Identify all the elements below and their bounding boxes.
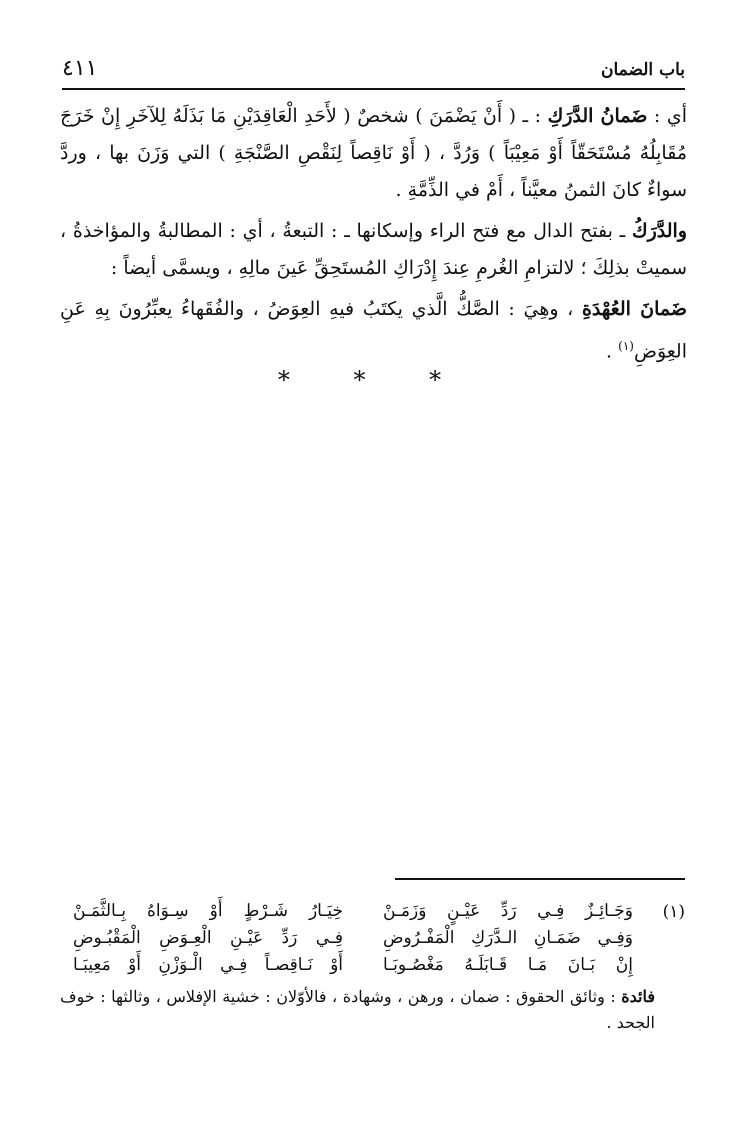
term-daman-al-darak: ضَمانُ الدَّرَكِ bbox=[547, 105, 648, 127]
paragraph-text: ، وهِيَ : الصَّكُّ الَّذي يكتَبُ فيهِ العِوَضُ ، والفُقَهاءُ يعبِّرُونَ بِهِ عَنِ العِوَضِ bbox=[60, 298, 687, 363]
verse-second-hemistich: أَوْ نَـاقِصـاً فِـي الْـوَزْنِ أَوْ مَعِيبَـا bbox=[73, 955, 343, 975]
verse-line bbox=[60, 898, 633, 925]
paragraph-daman-al-darak bbox=[60, 98, 687, 209]
running-title: باب الضمان bbox=[601, 60, 685, 80]
verse-second-hemistich: خِيَـارُ شَـرْطٍ أَوْ سِـوَاهُ بِـالثَّمَـنْ bbox=[73, 901, 343, 921]
paragraph-al-darak bbox=[60, 213, 687, 287]
term-daman-al-uhda: ضَمانَ العُهْدَةِ bbox=[581, 298, 687, 320]
footnote-rule bbox=[395, 878, 685, 880]
paragraph-text: : ـ ( أَنْ يَضْمَنَ ) شخصٌ ( لأَحَدِ الْعَاقِدَيْنِ مَا بَذَلَهُ لِلآخَرِ إِنْ خَرَجَ مُقَابِلُهُ مُسْتَحَقّاً أَوْ مَعِيْبَاً ) وَرُدَّ ، ( أَوْ نَاقِصاً لِنَقْصِ الصَّنْجَةِ ) التي وَزَنَ بها ، وردَّ سواءٌ كانَ الثمنُ معيَّناً ، أَمْ في الذِّمَّةِ . bbox=[60, 105, 687, 201]
footnote-number: (١) bbox=[662, 902, 685, 922]
header-rule bbox=[62, 88, 685, 90]
note-text: : وثائق الحقوق : ضمان ، ورهن ، وشهادة ، فالأوّلان : خشية الإفلاس ، وثالثها : خوف الجحد . bbox=[60, 987, 655, 1032]
section-separator: * * * bbox=[277, 366, 470, 394]
paragraph-lead: أي : bbox=[647, 105, 687, 127]
verse-second-hemistich: فِـي رَدِّ عَيْـنِ الْعِـوَضِ الْمَقْبُـوضِ bbox=[73, 928, 343, 948]
footnote-poem bbox=[60, 898, 633, 979]
term-al-darak: والدَّرَكُ bbox=[631, 220, 687, 242]
verse-first-hemistich: إِنْ بَـانَ مَـا قَـابَلَـهُ مَغْصُـوبَـا bbox=[383, 955, 633, 975]
note-label: فائدة bbox=[621, 987, 655, 1006]
paragraph-daman-al-uhda bbox=[60, 291, 687, 370]
footnote-note bbox=[60, 984, 655, 1036]
page-number: ٤١١ bbox=[62, 56, 98, 81]
main-text bbox=[60, 98, 687, 374]
verse-first-hemistich: وَجَـائِـزٌ فِـي رَدِّ عَيْـنٍ وَزَمَـنْ bbox=[383, 901, 633, 921]
verse-line bbox=[60, 952, 633, 979]
page-header bbox=[62, 56, 685, 90]
verse-first-hemistich: وَفِـي ضَمَـانِ الـدَّرَكِ الْمَفْـرُوضِ bbox=[383, 928, 633, 948]
footnote-marker[interactable]: (١) bbox=[618, 339, 634, 353]
paragraph-text: ـ بفتح الدال مع فتح الراء وإسكانها ـ : التبعةُ ، أي : المطالبةُ والمؤاخذةُ ، سميتْ بذلِكَ ؛ لالتزامِ الغُرمِ عِندَ إِدْرَاكِ المُستَحِقِّ عَينَ مالِهِ ، ويسمَّى أيضاً : bbox=[60, 220, 687, 279]
paragraph-end: . bbox=[606, 340, 619, 363]
verse-line bbox=[60, 925, 633, 952]
